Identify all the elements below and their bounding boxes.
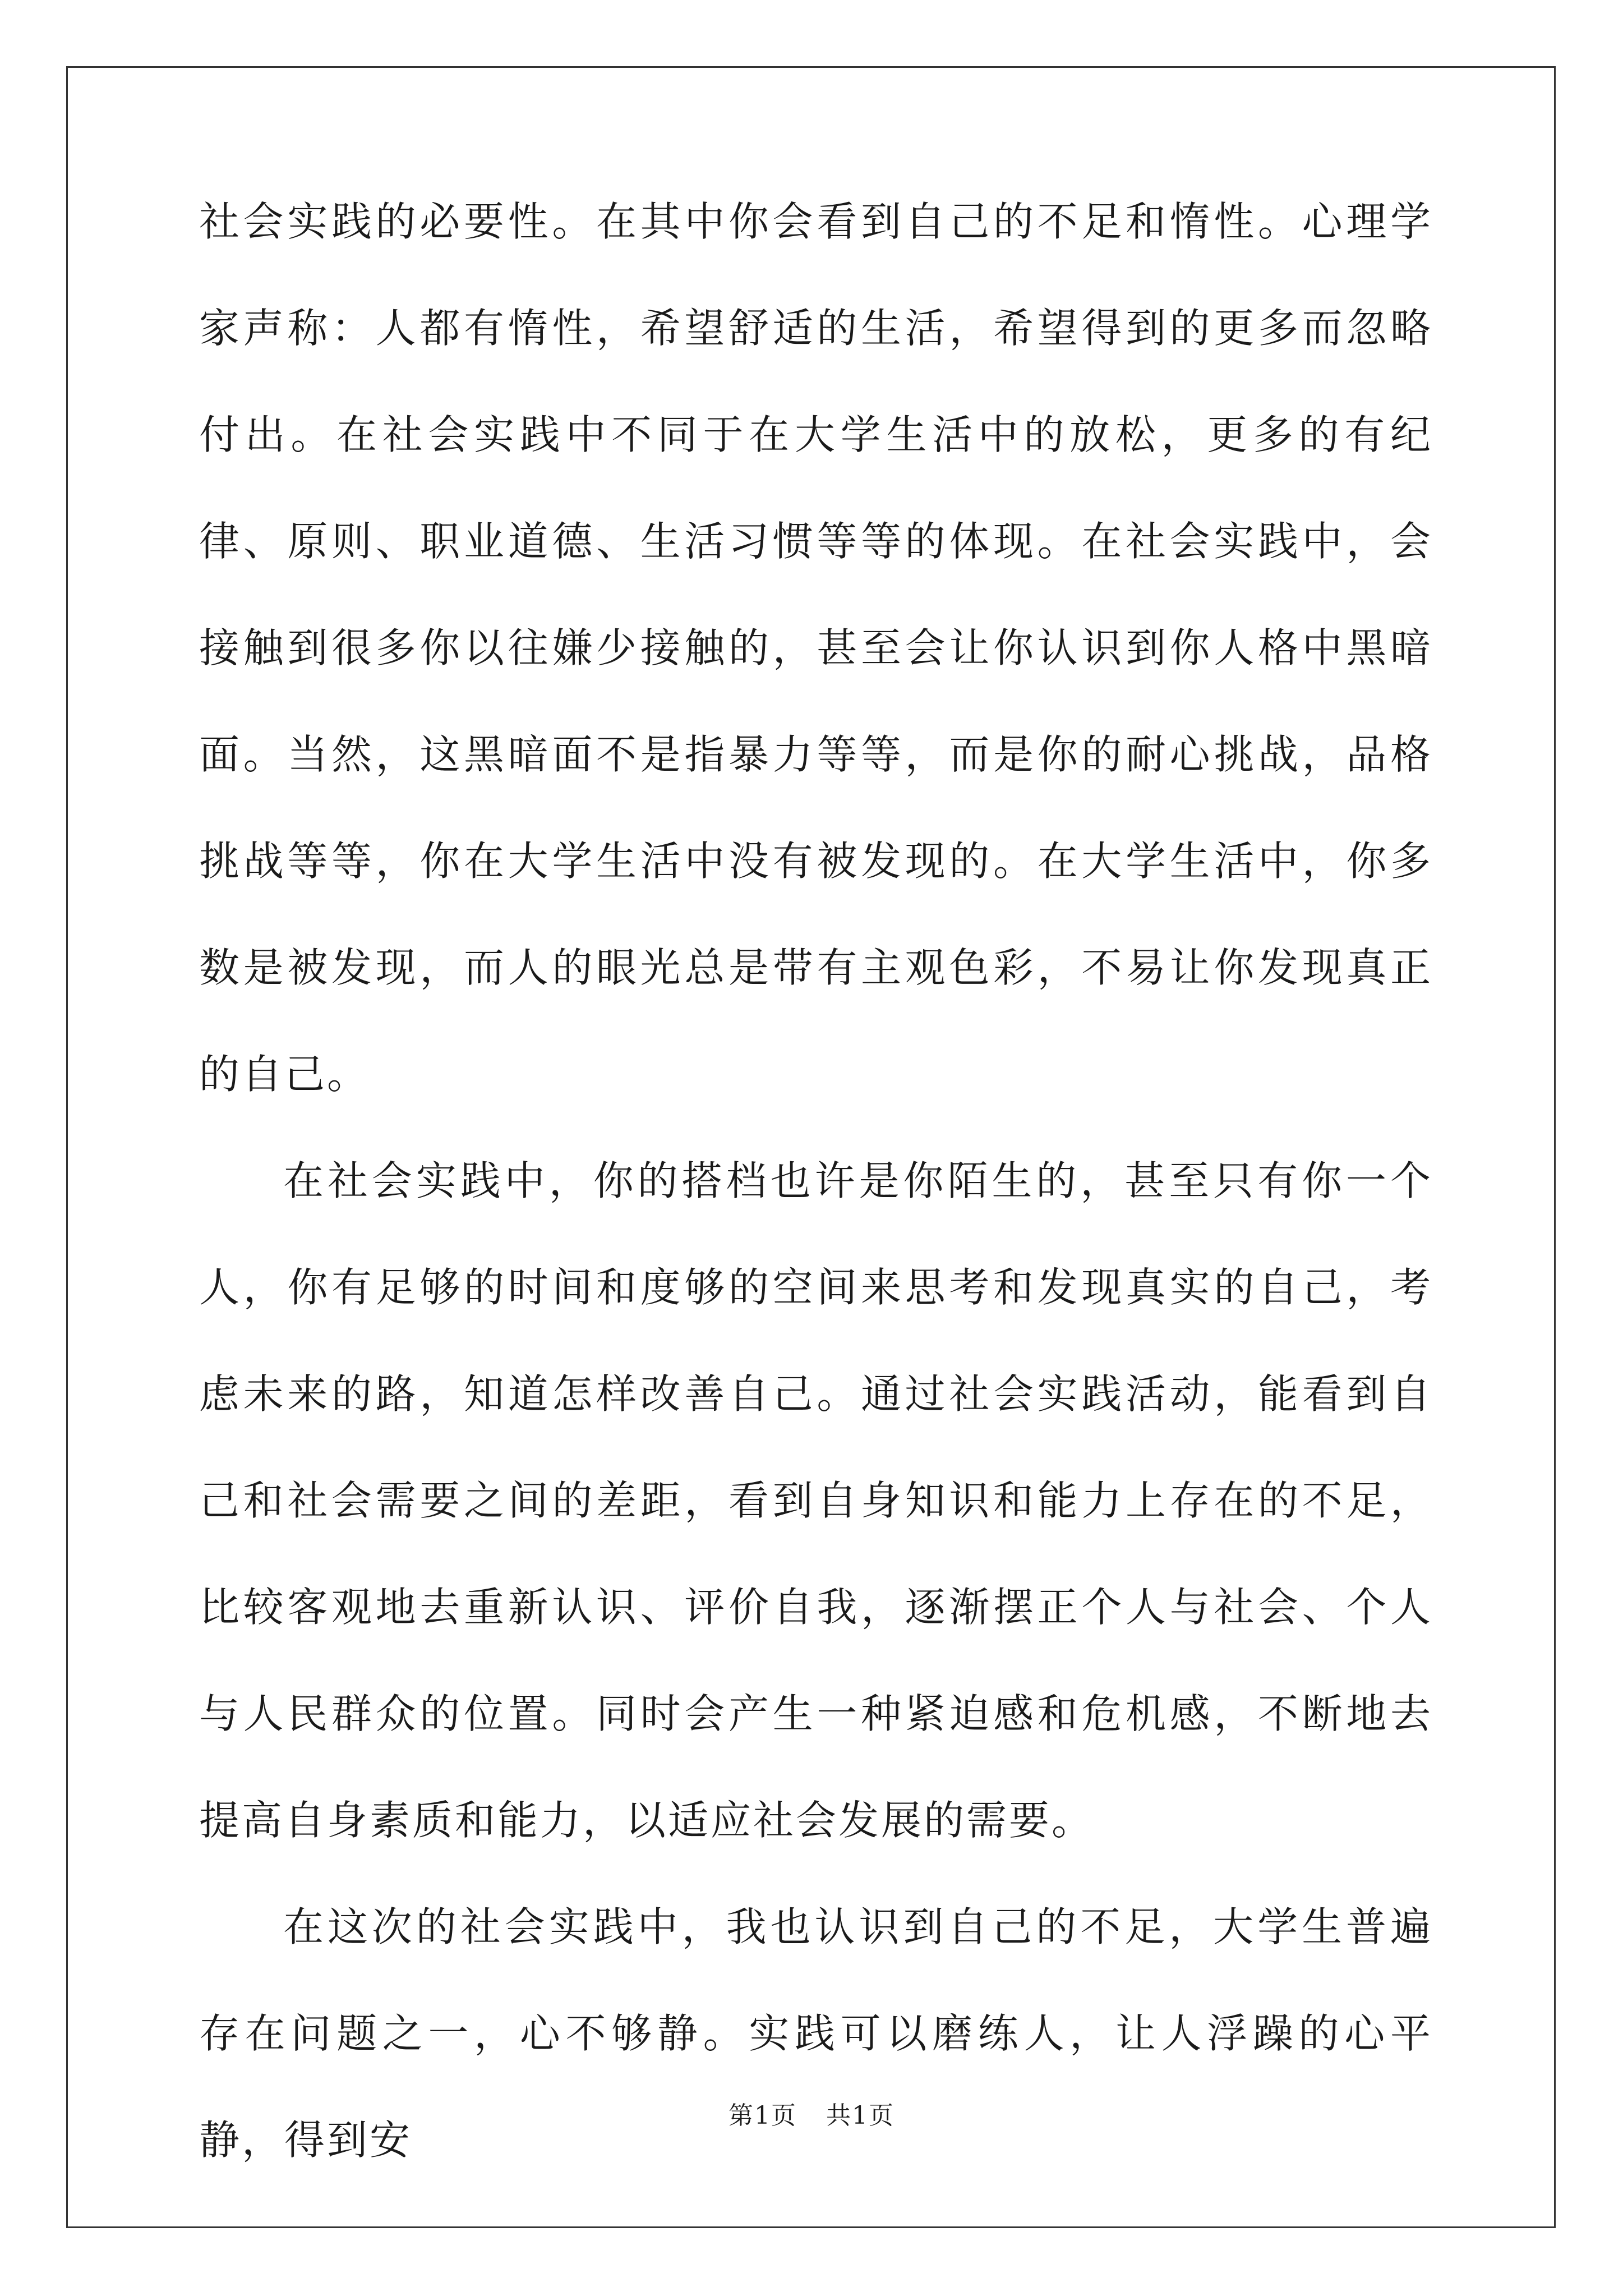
page-footer: [0, 2095, 1623, 2131]
page-number: 第1页: [728, 2101, 797, 2130]
document-body: [199, 168, 1433, 2193]
paragraph-1: 社会实践的必要性。在其中你会看到自己的不足和惰性。心理学家声称：人都有惰性，希望舒适的生活，希望得到的更多而忽略付出。在社会实践中不同于在大学生活中的放松，更多的有纪律、原则、职业道德、生活习惯等等的体现。在社会实践中，会接触到很多你以往嫌少接触的，甚至会让你认识到你人格中黑暗面。当然，这黑暗面不是指暴力等等，而是你的耐心挑战，品格挑战等等，你在大学生活中没有被发现的。在大学生活中，你多数是被发现，而人的眼光总是带有主观色彩，不易让你发现真正的自己。: [199, 198, 1433, 1098]
paragraph-3: 在这次的社会实践中，我也认识到自己的不足，大学生普遍存在问题之一，心不够静。实践可以磨练人，让人浮躁的心平静，得到安: [199, 1903, 1433, 2164]
paragraph-2: 在社会实践中，你的搭档也许是你陌生的，甚至只有你一个人，你有足够的时间和度够的空间来思考和发现真实的自己，考虑未来的路，知道怎样改善自己。通过社会实践活动，能看到自己和社会需要之间的差距，看到自身知识和能力上存在的不足，比较客观地去重新认识、评价自我，逐渐摆正个人与社会、个人与人民群众的位置。同时会产生一种紧迫感和危机感，不断地去提高自身素质和能力，以适应社会发展的需要。: [199, 1157, 1433, 1844]
page-total: 共1页: [826, 2101, 895, 2130]
